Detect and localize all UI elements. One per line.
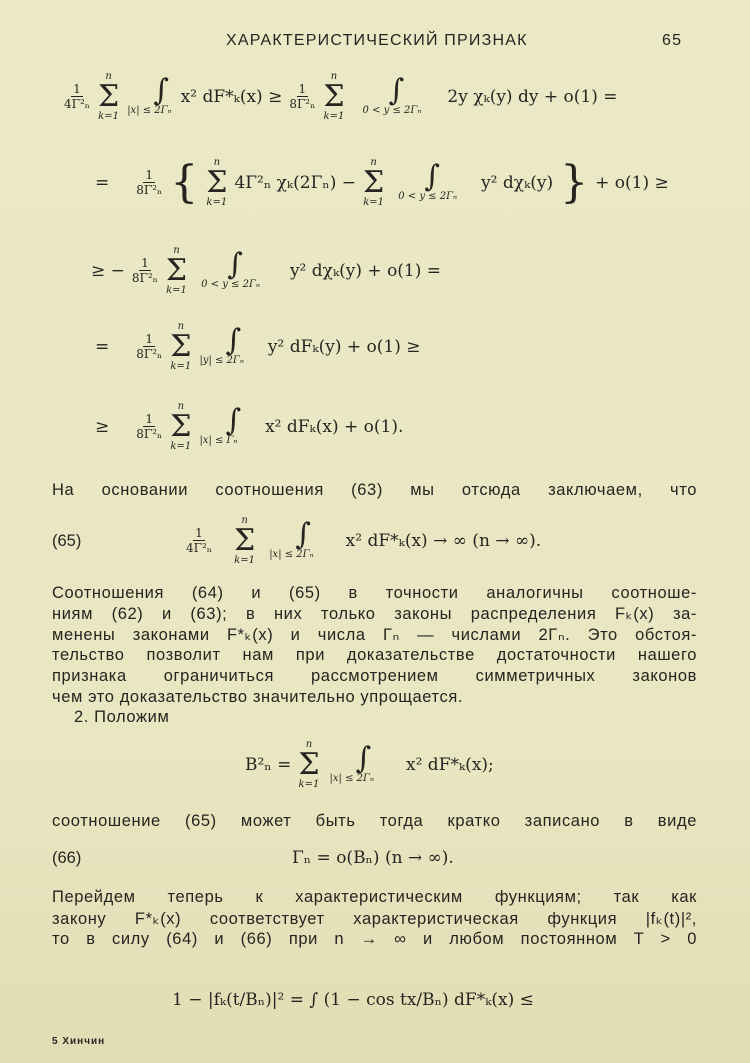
page-number: 65 [662,32,683,49]
denominator: 8Γ²ₙ [289,97,316,111]
integral-sign: ∫ [227,247,243,282]
paragraph-line: закону F*ₖ(x) соответствует характеристическая функция |fₖ(t)|², [52,910,697,928]
integral-sign: ∫ [355,741,372,776]
numerator: 1 [298,82,307,96]
paragraph-line: то в силу (64) и (66) при n → ∞ и любом постоянном T > 0 [52,930,697,948]
sum-symbol [323,72,344,122]
sum-upper: n [105,71,112,82]
paragraph-line: Перейдем теперь к характеристическим функциям; так как [52,888,697,906]
sum-symbol [363,158,384,208]
formula-term: 1 − |fₖ(t/Bₙ)|² = ∫ (1 − cos tx/Bₙ) dF*ₖ(x) ≤ [172,990,534,1010]
numerator: 1 [145,168,154,182]
sum-lower: k=1 [234,555,255,566]
signature-mark: 5 Хинчин [52,1036,106,1047]
integral-sign: ∫ [424,159,440,194]
fraction [132,256,158,286]
sigma: Σ [323,79,345,114]
integral-limit: 0 < y ≤ 2Γₙ [398,191,458,202]
integral-sign: ∫ [225,403,242,438]
formula-5 [92,402,406,452]
sum-lower: k=1 [166,285,187,296]
paragraph-line: менены законами F*ₖ(x) и числа Γₙ — числами 2Γₙ. Это обстоя- [52,626,697,644]
numerator: 1 [145,412,154,426]
sigma: Σ [170,329,192,364]
integral-symbol [199,403,242,446]
sum-lower: k=1 [206,197,228,208]
sigma: Σ [298,747,320,782]
numerator: 1 [73,82,81,96]
integral-limit: |x| ≤ 2Γₙ [269,549,314,560]
formula-term: 2y χₖ(y) dy + o(1) = [447,87,618,107]
sum-lower: k=1 [170,441,192,452]
formula-3 [88,246,444,296]
formula-2 [92,158,672,208]
integral-limit: |y| ≤ 2Γₙ [199,355,244,366]
integral-sign: ∫ [388,73,405,108]
denominator: 8Γ²ₙ [136,427,163,441]
formula-term: 4Γ²ₙ χₖ(2Γₙ) − [234,173,357,193]
denominator: 8Γ²ₙ [136,347,163,361]
formula-term: x² dF*ₖ(x); [406,755,494,775]
sum-upper: n [370,157,377,168]
numerator: 1 [195,526,203,540]
operator: = [95,173,110,193]
integral-symbol [127,73,172,116]
integral-symbol [199,323,244,366]
formula-term: x² dF*ₖ(x) → ∞ (n → ∞). [345,531,542,551]
sigma: Σ [363,165,385,200]
integral-sign: ∫ [295,517,311,552]
fraction [136,412,162,442]
fraction [289,82,315,112]
fraction [136,168,162,198]
operator: ≥ [95,417,110,437]
paragraph-line: признака ограничиться рассмотрением симметричных законов [52,667,697,685]
integral-sign: ∫ [153,73,169,108]
running-header: ХАРАКТЕРИСТИЧЕСКИЙ ПРИЗНАК [226,32,528,49]
sum-symbol [166,246,187,296]
formula-term: y² dFₖ(y) + o(1) ≥ [267,337,421,357]
formula-65 [182,516,544,566]
paragraph-line: Соотношения (64) и (65) в точности аналогичны соотноше- [52,584,697,602]
sigma: Σ [170,409,192,444]
equation-label: (66) [52,849,82,867]
integral-symbol [398,159,458,202]
sum-symbol [298,740,319,790]
denominator: 4Γ²ₙ [64,97,90,111]
integral-limit: |x| ≤ 2Γₙ [329,773,374,784]
operator: ≥ − [91,261,125,281]
formula-term: Γₙ = o(Bₙ) (n → ∞). [292,848,454,868]
equation-label: (65) [52,532,82,550]
denominator: 4Γ²ₙ [186,541,212,555]
sum-symbol [234,516,255,566]
formula-term: B²ₙ = [245,755,292,775]
integral-limit: |x| ≤ Γₙ [199,435,238,446]
integral-limit: |x| ≤ 2Γₙ [127,105,172,116]
integral-limit: 0 < y ≤ 2Γₙ [201,279,260,290]
paragraph-line: тельство позволит нам при доказательстве достаточности нашего [52,646,697,664]
formula-term: y² dχₖ(y) [481,173,554,193]
sigma: Σ [97,79,120,114]
operator: = [95,337,110,357]
numerator: 1 [141,256,149,270]
formula-66 [292,848,454,868]
paragraph-line: ниям (62) и (63); в них только законы распределения Fₖ(x) за- [52,605,697,623]
sum-upper: n [173,245,180,256]
integral-sign: ∫ [225,323,242,358]
integral-symbol [201,247,260,290]
formula-term: y² dχₖ(y) + o(1) = [289,261,442,281]
item-heading: 2. Положим [74,708,170,726]
sum-upper: n [177,321,185,332]
formula-1 [60,72,620,122]
sum-upper: n [305,739,313,750]
sum-upper: n [241,515,248,526]
formula-term: x² dF*ₖ(x) ≥ [180,87,283,107]
sum-lower: k=1 [363,197,385,208]
fraction [136,332,162,362]
formula-term: x² dFₖ(x) + o(1). [265,417,404,437]
text-line: На основании соотношения (63) мы отсюда заключаем, что [52,481,697,499]
sum-upper: n [177,401,185,412]
fraction [186,526,212,556]
sum-lower: k=1 [323,111,345,122]
formula-term: + o(1) ≥ [595,173,669,193]
right-brace: } [560,157,589,208]
integral-symbol [329,741,374,784]
text-line: соотношение (65) может быть тогда кратко записано в виде [52,812,697,830]
sigma: Σ [165,253,188,288]
sum-lower: k=1 [298,779,320,790]
integral-limit: 0 < y ≤ 2Γₙ [362,105,422,116]
sigma: Σ [206,165,228,200]
sum-upper: n [330,71,338,82]
formula-char-function [172,990,534,1010]
denominator: 8Γ²ₙ [131,271,158,285]
formula-4 [92,322,424,372]
sum-lower: k=1 [98,111,119,122]
fraction [64,82,90,112]
integral-symbol [362,73,422,116]
integral-symbol [269,517,314,560]
sum-symbol [206,158,227,208]
sum-symbol [170,322,191,372]
sigma: Σ [233,523,256,558]
sum-symbol [98,72,119,122]
sum-upper: n [213,157,221,168]
formula-bn [242,740,497,790]
sum-symbol [170,402,191,452]
paragraph-line: чем это доказательство значительно упрощается. [52,688,464,706]
denominator: 8Γ²ₙ [136,183,163,197]
sum-lower: k=1 [170,361,192,372]
numerator: 1 [145,332,154,346]
left-brace: { [170,157,199,208]
